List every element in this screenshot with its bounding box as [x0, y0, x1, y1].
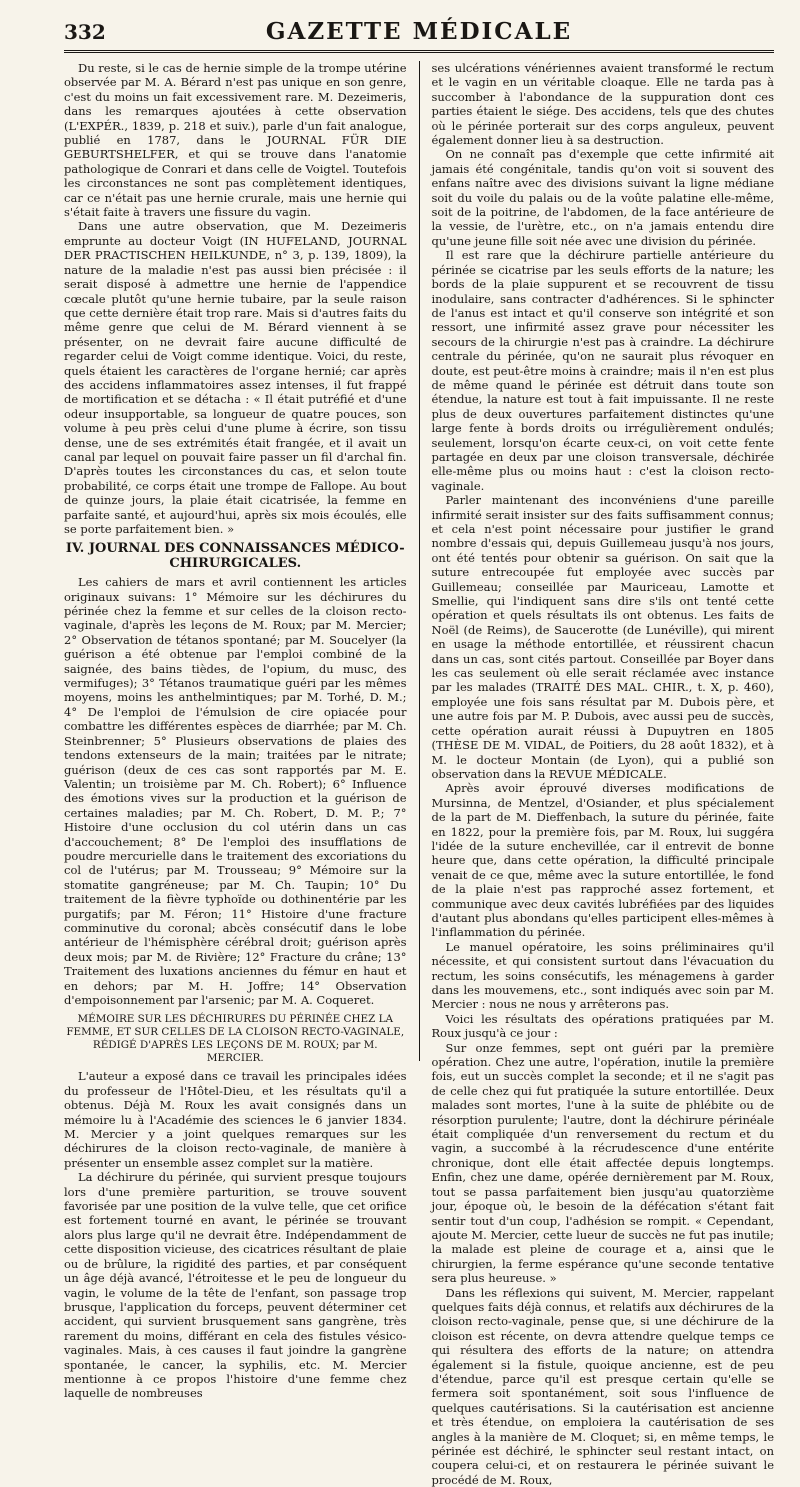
paragraph: L'auteur a exposé dans ce travail les principales idées du professeur de l'Hôtel-Dieu, et les résultats qu'il a obtenus. Déjà M. Roux les avait consignés dans un mémoire lu à l'Académie des sciences le 6 janvier 1834. M. Mercier y a joint quelques remarques sur les déchirures de la cloison recto-vaginale, de manière à présenter un ensemble assez complet sur la matière. [64, 1069, 407, 1170]
column-divider [419, 61, 420, 1061]
paragraph: Dans une autre observation, que M. Dezeimeris emprunte au docteur Voigt (IN HUFELAND, JOURNAL DER PRACTISCHEN HEILKUNDE, n° 3, p. 139, 1809), la nature de la maladie n'est pas aussi bien précisée : il serait disposé à admettre une hernie de l'appendice cœcale plutôt qu'une hernie tubaire, par la seule raison que cette dernière était trop rare. Mais si d'autres faits du même genre que celui de M. Bérard viennent à se présenter, on ne devrait faire aucune difficulté de regarder celui de Voigt comme identique. Voici, du reste, quels étaient les caractères de l'organe hernié; car après des accidens inflammatoires assez intenses, il fut frappé de mortification et se détacha : « Il était putréfié et d'une odeur insupportable, sa longueur de quatre pouces, son volume à peu près celui d'une plume à écrire, son tissu dense, une de ses extrémités était frangée, et il avait un canal par lequel on pouvait faire passer un fil d'archal fin. D'après toutes les circonstances du cas, et selon toute probabilité, ce corps était une trompe de Fallope. Au bout de quinze jours, la plaie était cicatrisée, la femme en parfaite santé, et aujourd'hui, après six mois écoulés, elle se porte parfaitement bien. » [64, 219, 407, 536]
page-number: 332 [64, 20, 106, 44]
paragraph: Parler maintenant des inconvéniens d'une pareille infirmité serait insister sur des faits suffisamment connus; et cela n'est point nécessaire pour justifier le grand nombre d'essais qui, depuis Guillemeau jusqu'à nos jours, ont été tentés pour obtenir sa guérison. On sait que la suture entrecoupée fut employée avec succès par Guillemeau; conseillée par Mauriceau, Lamotte et Smellie, qui l'indiquent sans dire s'ils ont tenté cette opération et quels résultats ils ont obtenus. Les faits de Noël (de Reims), de Saucerotte (de Lunéville), qui mirent en usage la méthode entortillée, et réussirent chacun dans un cas, sont cités partout. Conseillée par Boyer dans les cas seulement où elle serait réclamée avec instance par les malades (TRAITÉ DES MAL. CHIR., t. X, p. 460), employée une fois sans résultat par M. Dubois père, et une autre fois par M. P. Dubois, avec aussi peu de succès, cette opération aurait réussi à Dupuytren en 1805 (THÈSE DE M. VIDAL, de Poitiers, du 28 août 1832), et à M. le docteur Montain (de Lyon), qui a publié son observation dans la REVUE MÉDICALE. [431, 493, 775, 781]
paragraph: On ne connaît pas d'exemple que cette infirmité ait jamais été congénitale, tandis qu'on voit si souvent des enfans naître avec des divisions suivant la ligne médiane soit du voile du palais ou de la voûte palatine elle-même, soit de la poitrine, de l'abdomen, de la face antérieure de la vessie, de l'urètre, etc., on n'a jamais entendu dire qu'une jeune fille soit née avec une division du périnée. [431, 147, 775, 248]
paragraph: Le manuel opératoire, les soins préliminaires qu'il nécessite, et qui consistent surtout dans l'évacuation du rectum, les soins consécutifs, les ménagemens à garder dans les mouvemens, etc., sont indiqués avec soin par M. Mercier : nous ne nous y arrêterons pas. [431, 939, 775, 1012]
article-subheading: MÉMOIRE SUR LES DÉCHIRURES DU PÉRINÉE CHEZ LA FEMME, ET SUR CELLES DE LA CLOISON RECTO-VAGINALE, RÉDIGÉ D'APRÈS LES LEÇONS DE M. ROUX; par M. MERCIER. [66, 1013, 405, 1065]
paragraph: Les cahiers de mars et avril contiennent les articles originaux suivans: 1° Mémoire sur les déchirures du périnée chez la femme et sur celles de la cloison recto-vaginale, d'après les leçons de M. Roux; par M. Mercier; 2° Observation de tétanos spontané; par M. Soucelyer (la guérison a été obtenue par l'emploi combiné de la saignée, des bains tièdes, de l'opium, du musc, des vermifuges); 3° Tétanos traumatique guéri par les mêmes moyens, moins les anthelmintiques; par M. Torhé, D. M.; 4° De l'emploi de l'émulsion de cire opiacée pour combattre les différentes espèces de diarrhée; par M. Ch. Steinbrenner; 5° Plusieurs observations de plaies des tendons extenseurs de la main; traitées par le nitrate; guérison (deux de ces cas sont rapportés par M. E. Valentin; un troisième par M. Ch. Robert); 6° Influence des émotions vives sur la production et la guérison de certaines maladies; par M. Ch. Robert, D. M. P.; 7° Histoire d'une occlusion du col utérin dans un cas d'accouchement; 8° De l'emploi des insufflations de poudre mercurielle dans le traitement des excoriations du col de l'utérus; par M. Trousseau; 9° Mémoire sur la stomatite gangréneuse; par M. Ch. Taupin; 10° Du traitement de la fièvre typhoïde ou dothinentérie par les purgatifs; par M. Féron; 11° Histoire d'une fracture comminutive du coronal; abcès consécutif dans le lobe antérieur de l'hémisphère cérébral droit; guérison après deux mois; par M. de Rivière; 12° Fracture du crâne; 13° Traitement des luxations anciennes du fémur en haut et en dehors; par M. H. Joffre; 14° Observation d'empoisonnement par l'arsenic; par M. A. Coqueret. [64, 575, 407, 1007]
paragraph: Dans les réflexions qui suivent, M. Mercier, rappelant quelques faits déjà connus, et relatifs aux déchirures de la cloison recto-vaginale, pense que, si une déchirure de la cloison est récente, on devra attendre quelque temps ce qui résultera des efforts de la nature; on attendra également si la fistule, quoique ancienne, est de peu d'étendue, parce qu'il est presque certain qu'elle se fermera soit spontanément, soit sous l'influence de quelques cautérisations. Si la cautérisation est ancienne et très étendue, on emploiera la cautérisation de ses angles à la manière de M. Cloquet; si, en même temps, le périnée est déchiré, le sphincter seul restant intact, on coupera celui-ci, et on restaurera le périnée suivant le procédé de M. Roux, [431, 1285, 775, 1487]
paragraph: Il est rare que la déchirure partielle antérieure du périnée se cicatrise par les seuls efforts de la nature; les bords de la plaie suppurent et se recouvrent de tissu inodulaire, sans contracter d'adhérences. Si le sphincter de l'anus est intact et qu'il conserve son intégrité et son ressort, une infirmité assez grave pour nécessiter les secours de la chirurgie n'est pas à craindre. La déchirure centrale du périnée, qu'on ne saurait plus révoquer en doute, est peut-être moins à craindre; mais il n'en est plus de même quand le périnée est détruit dans toute son étendue, la nature est tout à fait impuissante. Il ne reste plus de deux ouvertures parfaitement distinctes qu'une large fente à bords droits ou irrégulièrement ondulés; seulement, lorsqu'on écarte ceux-ci, on voit cette fente partagée en deux par une cloison transversale, déchirée elle-même plus ou moins haut : c'est la cloison recto-vaginale. [431, 248, 775, 493]
text-columns [64, 61, 775, 1487]
paragraph: Du reste, si le cas de hernie simple de la trompe utérine observée par M. A. Bérard n'est pas unique en son genre, c'est du moins un fait excessivement rare. M. Dezeimeris, dans les remarques ajoutées à cette observation (L'EXPÉR., 1839, p. 218 et suiv.), parle d'un fait analogue, publié en 1787, dans le JOURNAL FÜR DIE GEBURTSHELFER, et qui se trouve dans l'anatomie pathologique de Conrari et dans celle de Voigtel. Toutefois les circonstances ne sont pas complètement identiques, car ce n'était pas une hernie crurale, mais une hernie qui s'était faite à travers une fissure du vagin. [64, 61, 407, 220]
paragraph: La déchirure du périnée, qui survient presque toujours lors d'une première parturition, se trouve souvent favorisée par une position de la vulve telle, que cet orifice est fortement tourné en avant, le périnée se trouvant alors plus large qu'il ne devrait être. Indépendamment de cette disposition vicieuse, des cicatrices résultant de plaie ou de brûlure, la rigidité des parties, et par conséquent un âge déjà avancé, l'étroitesse et le peu de longueur du vagin, le volume de la tête de l'enfant, son passage trop brusque, l'application du forceps, peuvent déterminer cet accident, qui survient brusquement sans gangrène, très rarement du moins, différant en cela des fistules vésico-vaginales. Mais, à ces causes il faut joindre la gangrène spontanée, le cancer, la syphilis, etc. M. Mercier mentionne à ce propos l'histoire d'une femme chez laquelle de nombreuses [64, 1170, 407, 1401]
paragraph: ses ulcérations vénériennes avaient transformé le rectum et le vagin en un véritable cloaque. Elle ne tarda pas à succomber à l'abondance de la suppuration dont ces parties étaient le siége. Des accidens, tels que des chutes où le périnée porterait sur des corps anguleux, peuvent également donner lieu à sa destruction. [431, 61, 775, 148]
section-heading: IV. JOURNAL DES CONNAISSANCES MÉDICO-CHIRURGICALES. [65, 541, 405, 571]
right-column [431, 61, 775, 1487]
paragraph: Après avoir éprouvé diverses modifications de Mursinna, de Mentzel, d'Osiander, et plus spécialement de la part de M. Dieffenbach, la suture du périnée, faite en 1822, pour la première fois, par M. Roux, lui suggéra l'idée de la suture enchevillée, car il entrevit de bonne heure que, dans cette opération, la difficulté principale venait de ce que, même avec la suture entortillée, le fond de la plaie n'est pas rapproché assez fortement, et communique avec deux cavités lubréfiées par des liquides d'autant plus abondans qu'elles participent elles-mêmes à l'inflammation du périnée. [431, 781, 775, 940]
paragraph: Sur onze femmes, sept ont guéri par la première opération. Chez une autre, l'opération, inutile la première fois, eut un succès complet la seconde; et il ne s'agit pas de celle chez qui fut pratiquée la suture entortillée. Deux malades sont mortes, l'une à la suite de phlébite ou de résorption purulente; l'autre, dont la déchirure périnéale était compliquée d'un renversement du rectum et du vagin, a succombé à la récrudescence d'une entérite chronique, dont elle était affectée depuis longtemps. Enfin, chez une dame, opérée dernièrement par M. Roux, tout se passa parfaitement bien jusqu'au quatorzième jour, époque où, le besoin de la défécation s'étant fait sentir tout d'un coup, l'adhésion se rompit. « Cependant, ajoute M. Mercier, cette lueur de succès ne fut pas inutile; la malade est pleine de courage et a, ainsi que le chirurgien, la ferme espérance qu'une seconde tentative sera plus heureuse. » [431, 1040, 775, 1286]
journal-title: GAZETTE MÉDICALE [265, 18, 573, 45]
masthead [64, 14, 774, 53]
left-column [64, 61, 407, 1401]
paragraph: Voici les résultats des opérations pratiquées par M. Roux jusqu'à ce jour : [431, 1011, 775, 1041]
